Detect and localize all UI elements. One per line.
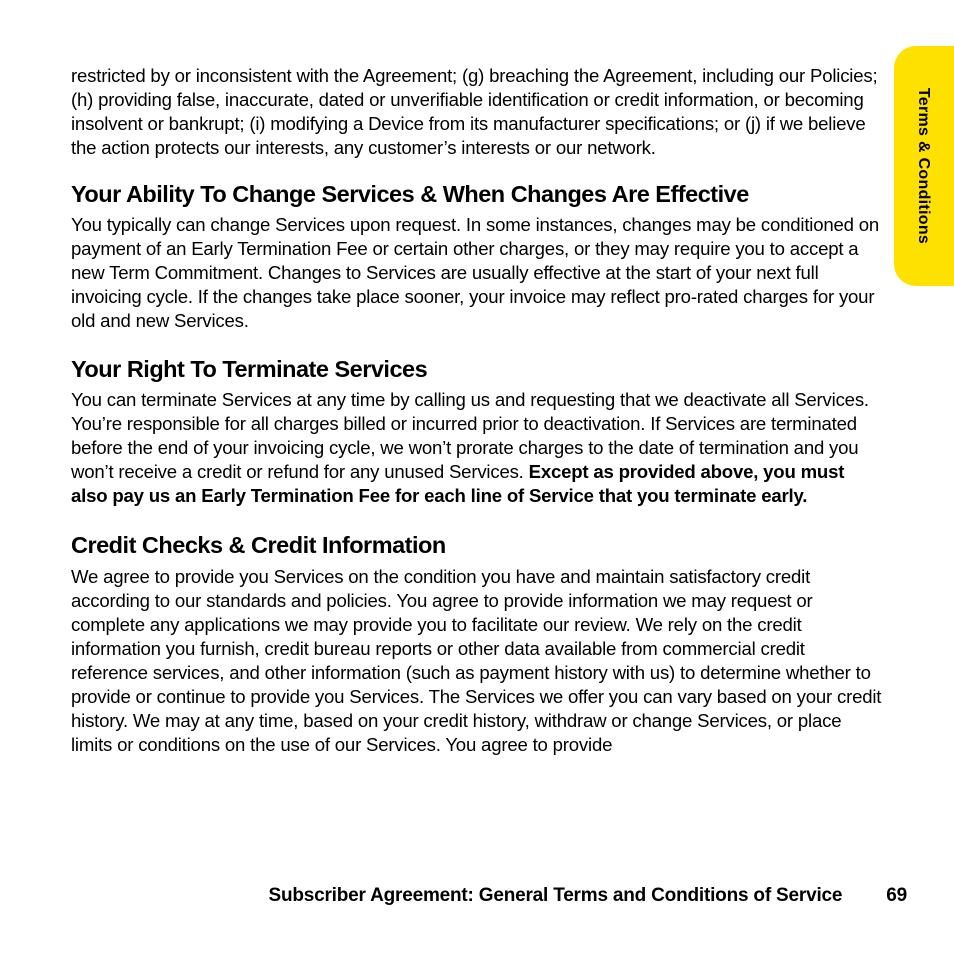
section-body-change-services: You typically can change Services upon request. In some instances, changes may be conditioned on payment of an Early Termination Fee or certain other charges, or they may require you to accept a new Term Commitment. Changes to Services are usually effective at the start of your next full invoicing cycle. If the changes take place sooner, your invoice may reflect pro-rated charges for your old and new Services. (71, 214, 880, 331)
page-number: 69 (886, 885, 907, 906)
page-content (71, 64, 883, 757)
terminate-body-text: You can terminate Services at any time by calling us and requesting that we deactivate all Services. You’re responsible for all charges billed or incurred prior to deactivation. If Services are terminated before the end of your invoicing cycle, we won’t prorate charges to the date of termination and you won’t receive a credit or refund for any unused Services. (71, 389, 869, 482)
page-footer (268, 885, 907, 907)
section-body-terminate-services (71, 388, 883, 508)
section-heading-change-services: Your Ability To Change Services & When Changes Are Effective (71, 181, 749, 207)
section-tab-label: Terms & Conditions (915, 87, 932, 245)
footer-title: Subscriber Agreement: General Terms and Conditions of Service (268, 885, 843, 906)
section-body-credit-checks: We agree to provide you Services on the condition you have and maintain satisfactory credit according to our standards and policies. You agree to provide information we may request or complete any applications we may provide you to facilitate our review. We rely on the credit information you furnish, credit bureau reports or other data available from commercial credit reference services, and other information (such as payment history with us) to determine whether to provide or continue to provide you Services. The Services we offer you can vary based on your credit history. We may at any time, based on your credit history, withdraw or change Services, or place limits or conditions on the use of our Services. You agree to provide (71, 566, 882, 755)
terminate-body-bold-text: Except as provided above, you must also pay us an Early Termination Fee for each line of Service that you terminate early. (71, 461, 845, 506)
intro-paragraph: restricted by or inconsistent with the Agreement; (g) breaching the Agreement, including our Policies; (h) providing false, inaccurate, dated or unverifiable identification or credit information, or becoming insolvent or bankrupt; (i) modifying a Device from its manufacturer specifications; or (j) if we believe the action protects our interests, any customer’s interests or our network. (71, 65, 878, 158)
section-tab (894, 46, 954, 286)
section-heading-terminate-services: Your Right To Terminate Services (71, 356, 428, 382)
section-heading-credit-checks: Credit Checks & Credit Information (71, 532, 446, 558)
